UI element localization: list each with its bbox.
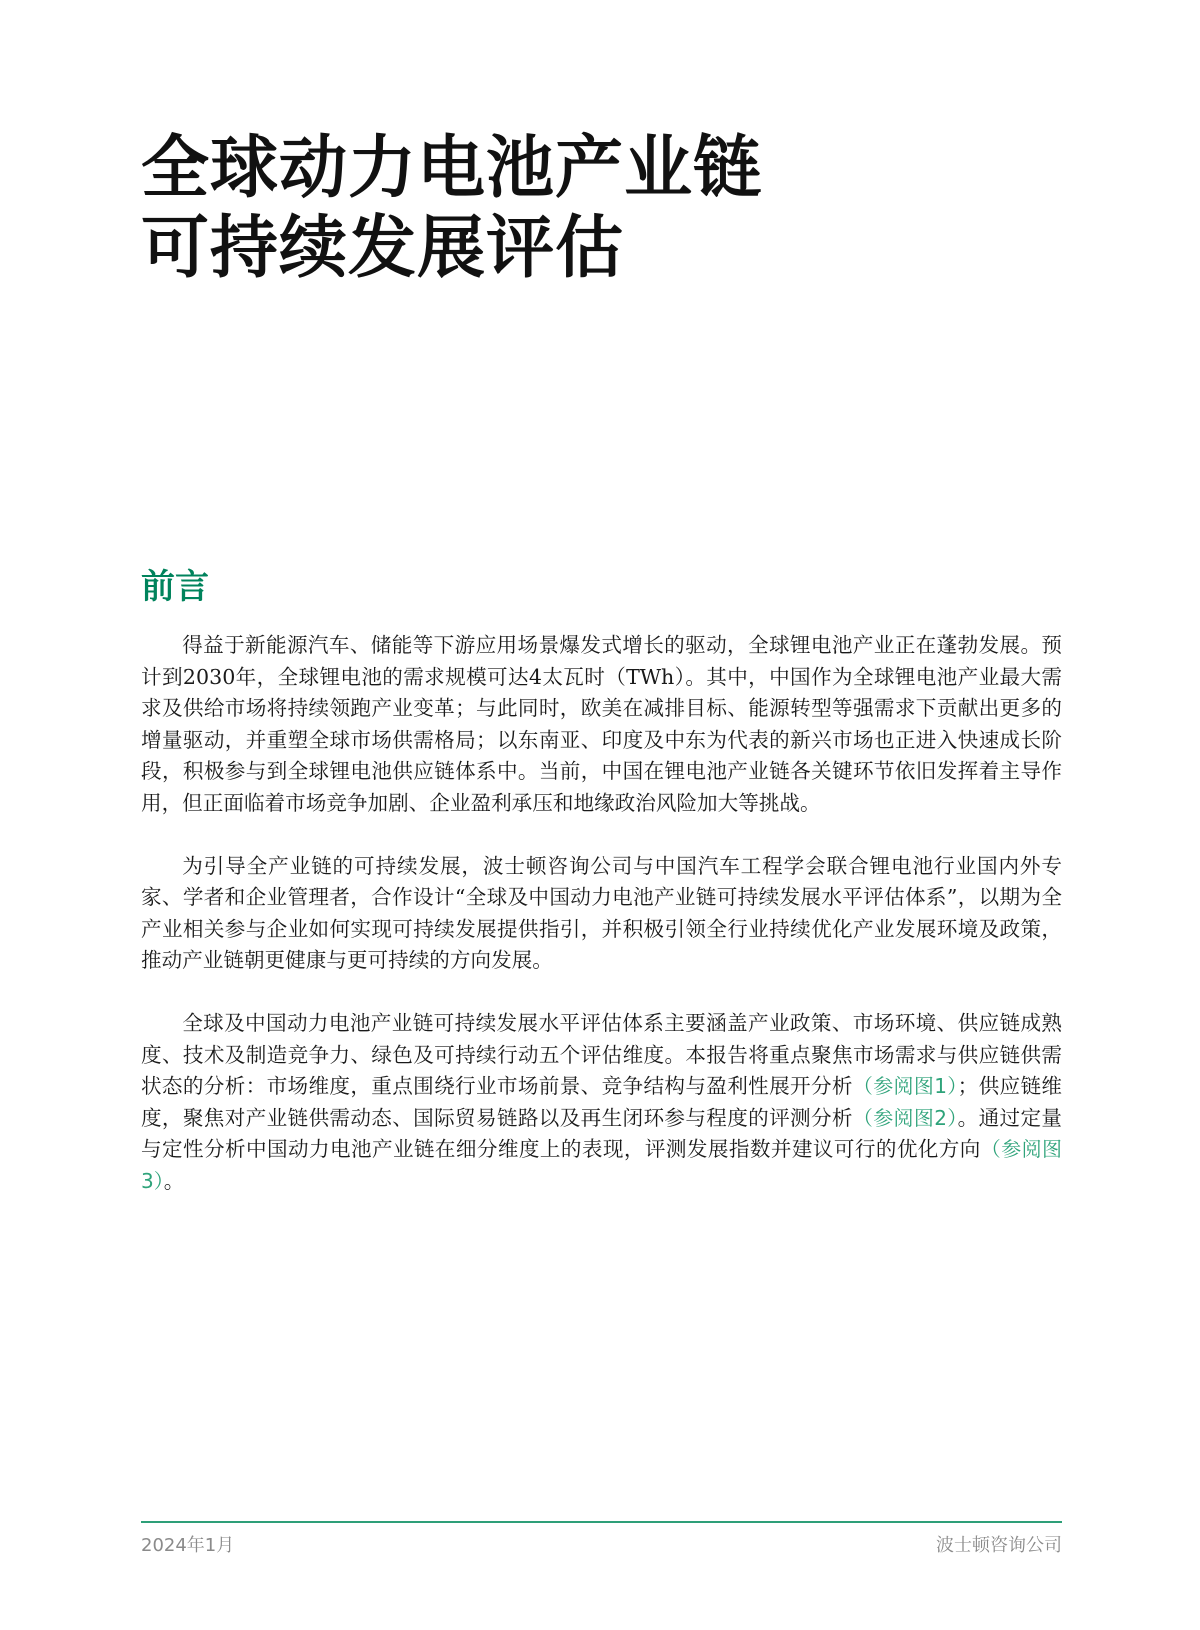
paragraph-3-text-3: 。通过定量与定性分析中国动力电池产业链在细分维度上的表现，评测发展指数并建议可行的优化方向 [141, 1105, 1062, 1161]
figure-1-reference-link[interactable]: （参阅图1） [852, 1074, 958, 1098]
report-title-line-2: 可持续发展评估 [141, 208, 625, 288]
paragraph-2: 为引导全产业链的可持续发展，波士顿咨询公司与中国汽车工程学会联合锂电池行业国内外专家、学者和企业管理者，合作设计“全球及中国动力电池产业链可持续发展水平评估体系”，以期为全产业相关参与企业如何实现可持续发展提供指引，并积极引领全行业持续优化产业发展环境及政策，推动产业链朝更健康与更可持续的方向发展。 [141, 853, 1062, 972]
figure-2-reference-link[interactable]: （参阅图2） [852, 1105, 958, 1130]
paragraph-3-text-1: 全球及中国动力电池产业链可持续发展水平评估体系主要涵盖产业政策、市场环境、供应链成熟度、技术及制造竞争力、绿色及可持续行动五个评估维度。本报告将重点聚焦市场需求与供应链供需状态的分析：市场维度，重点围绕行业市场前景、竞争结构与盈利性展开分析 [141, 1011, 1062, 1098]
section-heading-foreword: 前言 [141, 567, 209, 607]
footer-company: 波士顿咨询公司 [936, 1535, 1062, 1556]
figure-3-reference-link[interactable]: （参阅图3） [141, 1137, 1063, 1193]
foreword-body [141, 630, 1062, 1229]
paragraph-1: 得益于新能源汽车、储能等下游应用场景爆发式增长的驱动，全球锂电池产业正在蓬勃发展。预计到2030年，全球锂电池的需求规模可达4太瓦时（TWh）。其中，中国作为全球锂电池产业最大需求及供给市场将持续领跑产业变革；与此同时，欧美在减排目标、能源转型等强需求下贡献出更多的增量驱动，并重塑全球市场供需格局；以东南亚、印度及中东为代表的新兴市场也正进入快速成长阶段，积极参与到全球锂电池供应链体系中。当前，中国在锂电池产业链各关键环节依旧发挥着主导作用，但正面临着市场竞争加剧、企业盈利承压和地缘政治风险加大等挑战。 [141, 633, 1062, 815]
report-title [141, 128, 762, 288]
paragraph-3-text-4: 。 [163, 1168, 185, 1193]
paragraph-3 [141, 1008, 1062, 1197]
report-title-line-1: 全球动力电池产业链 [141, 128, 763, 208]
paragraph-3-text-2: ；供应链维度，聚焦对产业链供需动态、国际贸易链路以及再生闭环参与程度的评测分析 [141, 1074, 1062, 1130]
footer-divider [141, 1521, 1062, 1523]
footer-date: 2024年1月 [141, 1535, 235, 1556]
